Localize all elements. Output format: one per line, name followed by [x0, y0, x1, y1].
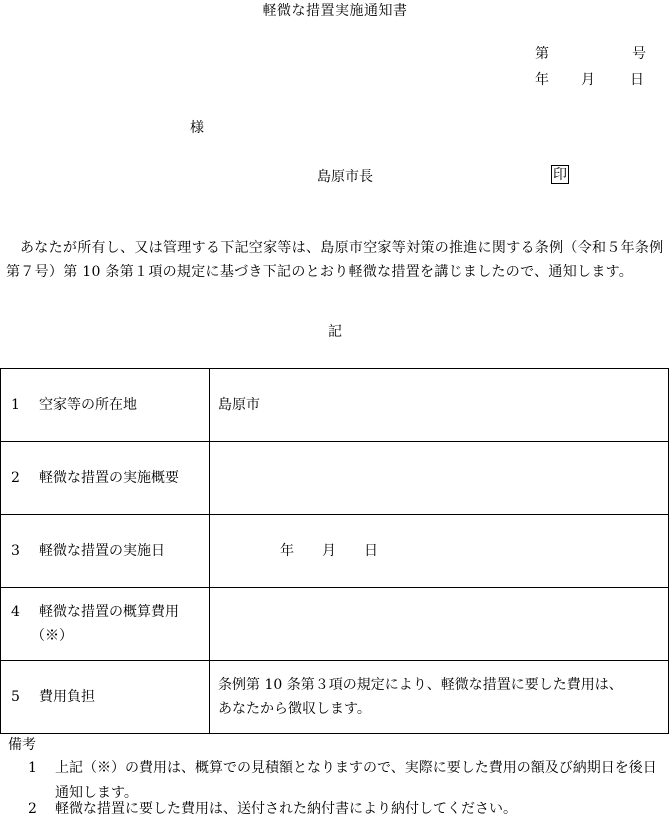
notes-heading: 備考 — [8, 737, 36, 753]
row-label-continuation: （※） — [31, 628, 73, 644]
row-value — [210, 588, 669, 661]
table-row — [1, 515, 669, 588]
document-title: 軽微な措置実施通知書 — [262, 3, 408, 19]
table-row — [1, 661, 669, 734]
row-value-continuation: あなたから徴収します。 — [218, 701, 371, 717]
row-number: 4 — [11, 604, 20, 620]
sender-name: 島原市長 — [317, 169, 373, 185]
addressee-suffix: 様 — [190, 120, 204, 136]
row-label-text: 空家等の所在地 — [39, 397, 137, 413]
row-label — [1, 515, 210, 588]
number-prefix: 第 — [535, 46, 549, 62]
date-day: 日 — [630, 72, 644, 88]
number-suffix: 号 — [632, 46, 646, 62]
row-label-text: 軽微な措置の概算費用 — [39, 604, 179, 620]
row-label-text: 軽微な措置の実施日 — [39, 543, 165, 559]
row-number: 1 — [11, 397, 20, 413]
row-number: 5 — [11, 689, 20, 705]
row-label — [1, 661, 210, 734]
table-row — [1, 442, 669, 515]
date-month: 月 — [581, 72, 595, 88]
date-year: 年 — [535, 72, 549, 88]
row-label — [1, 369, 210, 442]
row-number: 3 — [11, 543, 20, 559]
row-label-text: 費用負担 — [39, 689, 95, 705]
row-value-text: 島原市 — [218, 397, 260, 413]
row-value — [210, 515, 669, 588]
details-table — [0, 368, 669, 734]
note-text: 上記（※）の費用は、概算での見積額となりますので、実際に要した費用の額及び納期日を後日通知します。 — [55, 760, 657, 801]
notice-body: あなたが所有し、又は管理する下記空家等は、島原市空家等対策の推進に関する条例（令和５年条例第７号）第 10 条第１項の規定に基づき下記のとおり軽微な措置を講じましたので、通知します。 — [6, 240, 664, 280]
note-number: 1 — [28, 760, 37, 776]
row-value-text: 年 月 日 — [280, 543, 378, 559]
ki-heading: 記 — [328, 324, 342, 340]
note-item — [28, 797, 668, 822]
row-value-text: 条例第 10 条第３項の規定により、軽微な措置に要した費用は、 — [218, 677, 623, 693]
note-number: 2 — [28, 801, 37, 817]
row-number: 2 — [11, 470, 20, 486]
table-row — [1, 588, 669, 661]
note-text: 軽微な措置に要した費用は、送付された納付書により納付してください。 — [55, 801, 517, 817]
row-label-text: 軽微な措置の実施概要 — [39, 470, 179, 486]
row-value — [210, 369, 669, 442]
row-label — [1, 588, 210, 661]
table-row — [1, 369, 669, 442]
row-value — [210, 661, 669, 734]
seal-mark: 印 — [553, 166, 567, 183]
row-value — [210, 442, 669, 515]
row-label — [1, 442, 210, 515]
